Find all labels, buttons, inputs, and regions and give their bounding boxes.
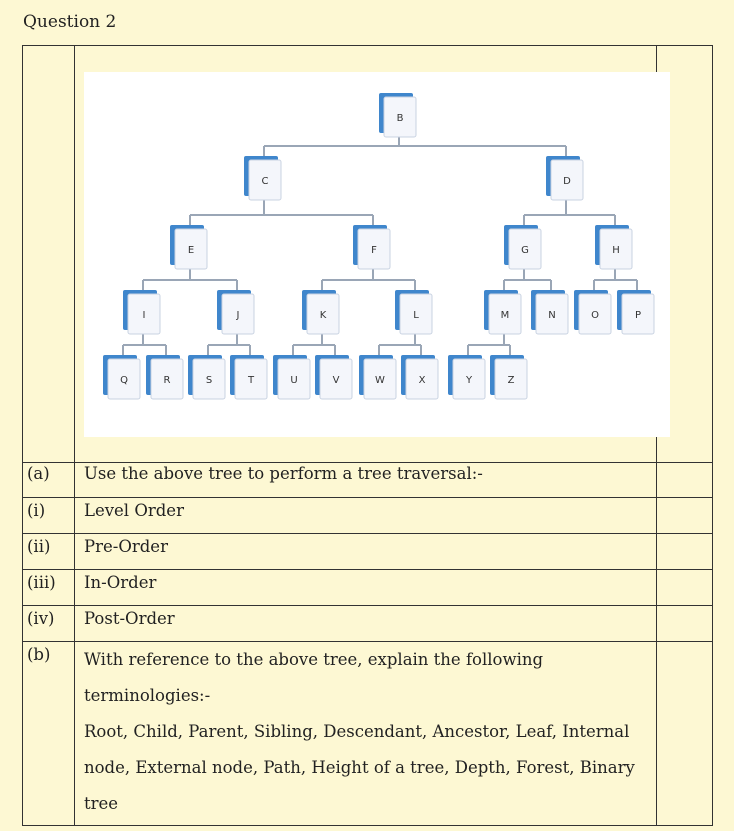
tree-node-f xyxy=(353,225,390,269)
tree-node-d xyxy=(546,156,583,200)
tree-node-i xyxy=(123,290,160,334)
node-label: W xyxy=(375,375,385,386)
part-b-label: (b) xyxy=(27,645,51,664)
row-divider-a xyxy=(23,462,712,463)
node-label: L xyxy=(413,310,419,321)
item-text: Level Order xyxy=(84,501,184,520)
node-label: J xyxy=(236,310,240,321)
row-divider xyxy=(23,605,712,606)
tree-node-s xyxy=(188,355,225,399)
connector-d xyxy=(524,200,615,229)
node-label: D xyxy=(563,176,571,187)
tree-node-n xyxy=(531,290,568,334)
node-label: M xyxy=(500,310,510,321)
item-label: (i) xyxy=(27,501,46,520)
node-label: Z xyxy=(507,375,515,386)
part-b-text xyxy=(84,642,654,822)
part-b-line: tree xyxy=(84,794,119,813)
connector-b xyxy=(264,137,566,160)
node-label: P xyxy=(634,310,642,321)
node-label: O xyxy=(591,310,599,321)
part-a-label: (a) xyxy=(27,464,50,483)
node-label: Y xyxy=(465,375,473,386)
tree-node-z xyxy=(490,355,527,399)
item-label: (iv) xyxy=(27,609,55,628)
tree-node-v xyxy=(315,355,352,399)
node-label: R xyxy=(163,375,171,386)
tree-node-w xyxy=(359,355,396,399)
node-label: E xyxy=(187,245,195,256)
tree-node-q xyxy=(103,355,140,399)
node-label: K xyxy=(319,310,327,321)
tree-node-h xyxy=(595,225,632,269)
tree-node-t xyxy=(230,355,267,399)
node-label: F xyxy=(371,245,377,256)
tree-node-c xyxy=(244,156,281,200)
node-label: U xyxy=(290,375,298,386)
item-label: (ii) xyxy=(27,537,51,556)
tree-node-u xyxy=(273,355,310,399)
node-label: T xyxy=(247,375,255,386)
tree-node-l xyxy=(395,290,432,334)
tree-node-r xyxy=(146,355,183,399)
row-divider xyxy=(23,533,712,534)
part-b-line: Root, Child, Parent, Sibling, Descendant, Ancestor, Leaf, Internal xyxy=(84,722,630,741)
item-text: Pre-Order xyxy=(84,537,168,556)
node-label: C xyxy=(261,176,269,187)
item-text: Post-Order xyxy=(84,609,175,628)
tree-node-j xyxy=(217,290,254,334)
node-label: H xyxy=(612,245,620,256)
item-label: (iii) xyxy=(27,573,56,592)
tree-node-e xyxy=(170,225,207,269)
row-divider xyxy=(23,569,712,570)
node-label: B xyxy=(396,113,404,124)
tree-node-b xyxy=(379,93,416,137)
label-column-divider xyxy=(74,46,75,825)
tree-node-g xyxy=(504,225,541,269)
item-text: In-Order xyxy=(84,573,157,592)
tree-diagram xyxy=(84,72,670,437)
node-label: N xyxy=(548,310,556,321)
tree-node-x xyxy=(401,355,438,399)
row-divider xyxy=(23,497,712,498)
question-table xyxy=(22,45,713,826)
node-label: S xyxy=(205,375,213,386)
connector-c xyxy=(190,200,373,229)
part-b-line: With reference to the above tree, explain the following xyxy=(84,650,544,669)
tree-svg xyxy=(84,72,670,437)
question-title: Question 2 xyxy=(23,12,117,32)
tree-node-k xyxy=(302,290,339,334)
tree-node-p xyxy=(617,290,654,334)
node-label: G xyxy=(521,245,529,256)
tree-node-m xyxy=(484,290,521,334)
part-b-line: terminologies:- xyxy=(84,686,211,705)
part-b-line: node, External node, Path, Height of a tree, Depth, Forest, Binary xyxy=(84,758,635,777)
tree-node-y xyxy=(448,355,485,399)
tree-node-o xyxy=(574,290,611,334)
node-label: I xyxy=(142,310,146,321)
node-label: X xyxy=(418,375,426,386)
node-label: V xyxy=(332,375,340,386)
part-a-intro: Use the above tree to perform a tree traversal:- xyxy=(84,464,483,483)
node-label: Q xyxy=(120,375,128,386)
